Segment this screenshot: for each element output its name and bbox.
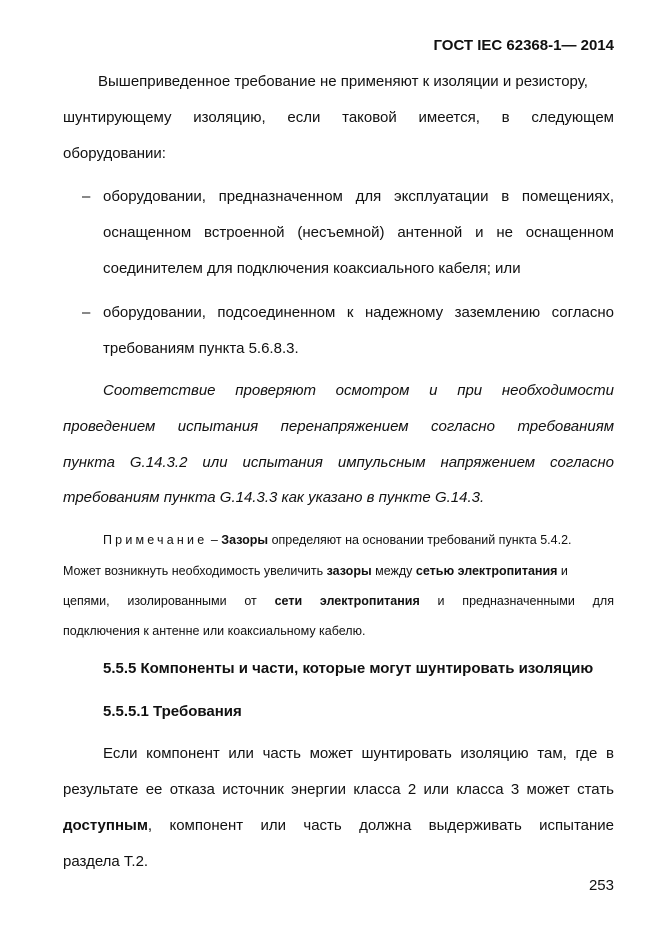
para2-line4: раздела Т.2. <box>63 853 149 870</box>
para1-line1: Вышеприведенное требование не применяют к изоляции и резистору, <box>98 73 588 90</box>
section-heading-5-5-5: 5.5.5 Компоненты и части, которые могут шунтировать изоляцию <box>103 660 594 677</box>
bullet2-line2: требованиям пункта 5.6.8.3. <box>103 340 299 357</box>
para1-line3: оборудовании: <box>63 145 166 162</box>
term-zazory: Зазоры <box>221 533 269 547</box>
section-heading-5-5-5-1: 5.5.5.1 Требования <box>103 703 242 720</box>
para2-line1: Если компонент или часть может шунтировать изоляцию там, где в <box>103 745 614 762</box>
bullet1-line2: оснащенном встроенной (несъемной) антенной и не оснащенном <box>103 224 614 241</box>
document-header: ГОСТ IEC 62368-1— 2014 <box>433 37 614 54</box>
para1-line2: шунтирующему изоляцию, если таковой имеется, в следующем <box>63 109 614 126</box>
note-line3: цепями, изолированными от сети электропитания и предназначенными для <box>63 594 614 608</box>
para2-line2: результате ее отказа источник энергии класса 2 или класса 3 может стать <box>63 781 614 798</box>
note-line4: подключения к антенне или коаксиальному кабелю. <box>63 624 366 638</box>
para2-line3: доступным, компонент или часть должна выдерживать испытание <box>63 817 614 834</box>
note-label: Примечание <box>103 533 208 547</box>
page-number: 253 <box>588 877 614 894</box>
compliance-line4: требованиям пункта G.14.3.3 как указано в пункте G.14.3. <box>63 489 485 506</box>
note-line1: Примечание – Зазоры определяют на основании требований пункта 5.4.2. <box>103 533 572 547</box>
compliance-line3: пункта G.14.3.2 или испытания импульсным напряжением согласно <box>63 454 614 471</box>
note-line2: Может возникнуть необходимость увеличить зазоры между сетью электропитания и <box>63 564 568 578</box>
bullet-dash-2: – <box>82 304 91 321</box>
bullet2-line1: оборудовании, подсоединенном к надежному заземлению согласно <box>103 304 614 321</box>
bullet1-line3: соединителем для подключения коаксиального кабеля; или <box>103 260 521 277</box>
compliance-line2: проведением испытания перенапряжением согласно требованиям <box>63 418 614 435</box>
bullet-dash-1: – <box>82 188 91 205</box>
bullet1-line1: оборудовании, предназначенном для эксплуатации в помещениях, <box>103 188 614 205</box>
term-dostupnym: доступным <box>63 817 148 834</box>
compliance-line1: Соответствие проверяют осмотром и при необходимости <box>103 382 614 399</box>
